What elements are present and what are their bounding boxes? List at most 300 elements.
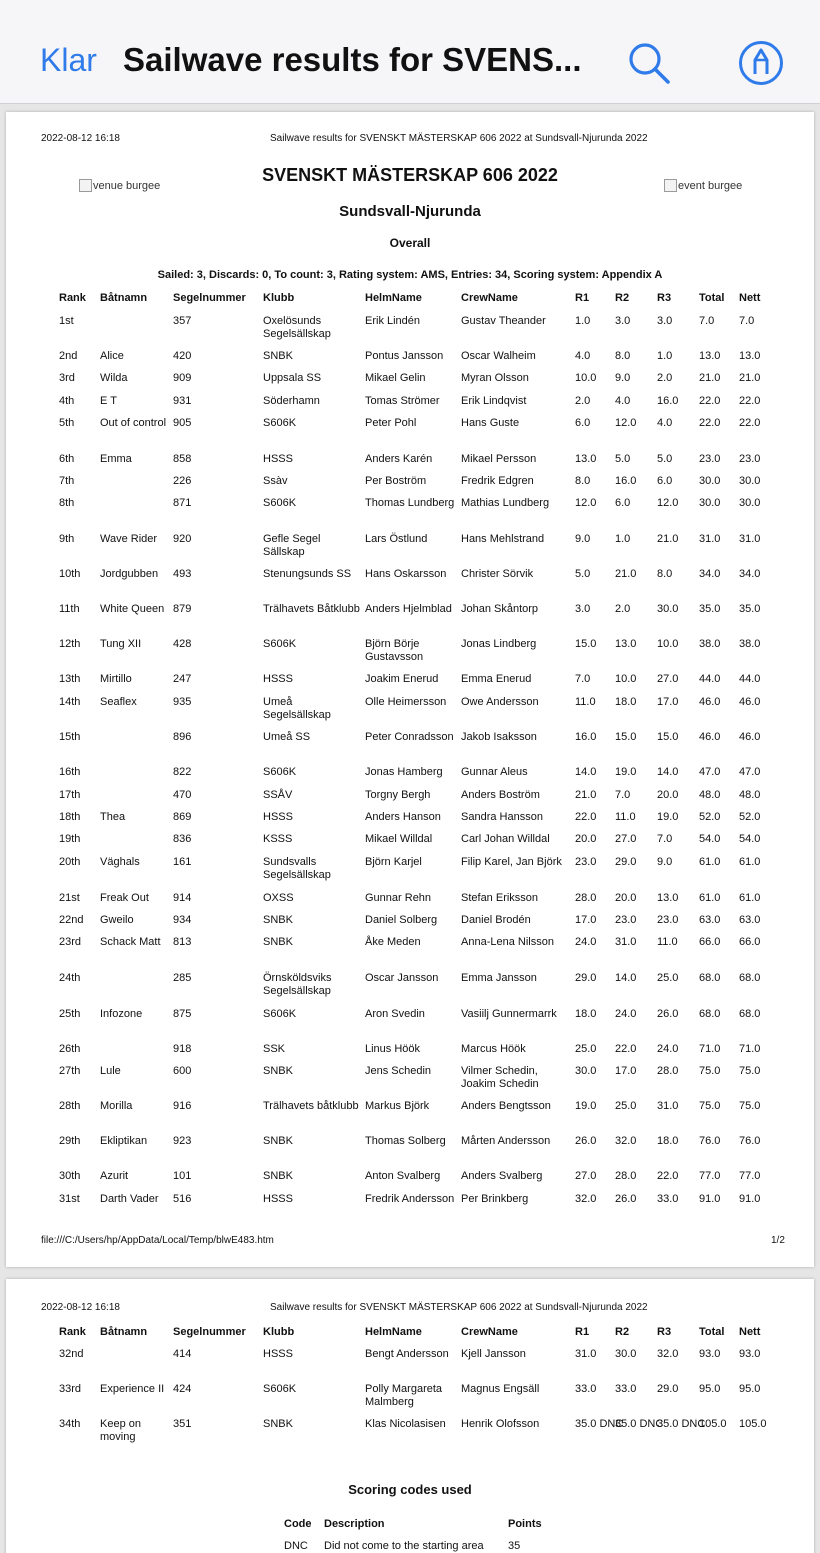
cell-total: 75.0: [699, 1065, 721, 1077]
cell-sail: 896: [173, 731, 192, 743]
cell-sail: 918: [173, 1043, 192, 1055]
cell-nett: 23.0: [739, 453, 761, 465]
cell-sail: 920: [173, 533, 192, 545]
cell-r3: 15.0: [657, 731, 679, 743]
cell-crew: Johan Skåntorp: [461, 603, 539, 615]
cell-rank: 2nd: [59, 350, 78, 362]
cell-crew: Anders Bengtsson: [461, 1100, 551, 1112]
cell-r3: 31.0: [657, 1100, 679, 1112]
cell-crew: Jonas Lindberg: [461, 638, 537, 650]
cell-r1: 14.0: [575, 766, 597, 778]
cell-r3: 20.0: [657, 789, 679, 801]
cell-rank: 22nd: [59, 914, 84, 926]
col-helm: HelmName: [365, 292, 422, 304]
cell-helm: Thomas Lundberg: [365, 497, 455, 509]
cell-crew: Mathias Lundberg: [461, 497, 550, 509]
cell-helm: Bengt Andersson: [365, 1348, 449, 1360]
cell-r3: 17.0: [657, 696, 679, 708]
cell-nett: 75.0: [739, 1100, 761, 1112]
cell-crew: Mikael Persson: [461, 453, 537, 465]
cell-club: SNBK: [263, 1065, 293, 1077]
cell-r3: 21.0: [657, 533, 679, 545]
cell-total: 21.0: [699, 372, 721, 384]
cell-total: 66.0: [699, 936, 721, 948]
cell-boat: Ekliptikan: [100, 1135, 148, 1147]
cell-r2: 27.0: [615, 833, 637, 845]
cell-total: 105.0: [699, 1418, 727, 1430]
cell-r2: 2.0: [615, 603, 631, 615]
cell-crew: Emma Enerud: [461, 673, 532, 685]
col-sail: Segelnummer: [173, 292, 246, 304]
cell-r1: 30.0: [575, 1065, 597, 1077]
cell-r1: 15.0: [575, 638, 597, 650]
cell-r3: 6.0: [657, 475, 673, 487]
cell-boat: Thea: [100, 811, 126, 823]
cell-r3: 14.0: [657, 766, 679, 778]
cell-r3: 9.0: [657, 856, 673, 868]
cell-club: Örnsköldsviks Segelsällskap: [263, 972, 332, 997]
cell-r1: 27.0: [575, 1170, 597, 1182]
col-total: Total: [699, 1326, 725, 1338]
cell-total: 22.0: [699, 417, 721, 429]
done-button[interactable]: Klar: [40, 42, 97, 78]
cell-nett: 68.0: [739, 972, 761, 984]
cell-total: 75.0: [699, 1100, 721, 1112]
cell-r2: 33.0: [615, 1383, 637, 1395]
cell-club: SSK: [263, 1043, 286, 1055]
cell-r2: 13.0: [615, 638, 637, 650]
cell-total: 76.0: [699, 1135, 721, 1147]
cell-total: 30.0: [699, 497, 721, 509]
cell-club: HSSS: [263, 1193, 293, 1205]
cell-nett: 38.0: [739, 638, 761, 650]
cell-helm: Peter Pohl: [365, 417, 417, 429]
cell-r3: 33.0: [657, 1193, 679, 1205]
cell-sail: 934: [173, 914, 192, 926]
cell-r3: 10.0: [657, 638, 679, 650]
cell-rank: 3rd: [59, 372, 75, 384]
cell-r1: 8.0: [575, 475, 591, 487]
cell-r1: 19.0: [575, 1100, 597, 1112]
cell-r2: 9.0: [615, 372, 631, 384]
cell-total: 93.0: [699, 1348, 721, 1360]
cell-helm: Klas Nicolasisen: [365, 1418, 446, 1430]
cell-nett: 46.0: [739, 731, 761, 743]
cell-rank: 11th: [59, 603, 80, 615]
cell-total: 95.0: [699, 1383, 721, 1395]
cell-club: SNBK: [263, 936, 293, 948]
cell-club: HSSS: [263, 453, 293, 465]
cell-rank: 12th: [59, 638, 81, 650]
cell-helm: Tomas Strömer: [365, 395, 440, 407]
cell-sail: 351: [173, 1418, 192, 1430]
cell-sail: 226: [173, 475, 192, 487]
cell-sail: 935: [173, 696, 192, 708]
cell-crew: Vasiilj Gunnermarrk: [461, 1008, 557, 1020]
cell-helm: Anton Svalberg: [365, 1170, 441, 1182]
cell-boat: Azurit: [100, 1170, 129, 1182]
cell-sail: 923: [173, 1135, 192, 1147]
cell-club: SNBK: [263, 1135, 293, 1147]
cell-r1: 20.0: [575, 833, 597, 845]
cell-total: 52.0: [699, 811, 721, 823]
cell-boat: Schack Matt: [100, 936, 161, 948]
cell-r2: 12.0: [615, 417, 637, 429]
viewer-toolbar: [0, 0, 820, 104]
cell-r3: 11.0: [657, 936, 678, 948]
cell-total: 31.0: [699, 533, 721, 545]
col-crew: CrewName: [461, 292, 518, 304]
code-col-code: Code: [284, 1518, 312, 1530]
cell-sail: 285: [173, 972, 192, 984]
cell-nett: 7.0: [739, 315, 755, 327]
cell-r1: 21.0: [575, 789, 597, 801]
code-value: DNC: [284, 1540, 308, 1552]
cell-r3: 22.0: [657, 1170, 679, 1182]
cell-r1: 24.0: [575, 936, 597, 948]
cell-rank: 6th: [59, 453, 75, 465]
cell-r1: 16.0: [575, 731, 597, 743]
cell-rank: 26th: [59, 1043, 81, 1055]
cell-rank: 7th: [59, 475, 75, 487]
cell-nett: 30.0: [739, 475, 761, 487]
scoring-codes-title: Scoring codes used: [348, 1482, 472, 1497]
cell-boat: Mirtillo: [100, 673, 132, 685]
event-title: SVENSKT MÄSTERSKAP 606 2022: [262, 165, 558, 185]
cell-club: Gefle Segel Sällskap: [263, 533, 321, 558]
cell-rank: 24th: [59, 972, 81, 984]
cell-total: 48.0: [699, 789, 721, 801]
cell-boat: Seaflex: [100, 696, 137, 708]
cell-helm: Aron Svedin: [365, 1008, 425, 1020]
results-table-header: [6, 1326, 814, 1342]
cell-boat: Freak Out: [100, 892, 149, 904]
cell-r2: 22.0: [615, 1043, 637, 1055]
cell-r2: 1.0: [615, 533, 631, 545]
cell-r1: 18.0: [575, 1008, 597, 1020]
cell-sail: 871: [173, 497, 192, 509]
cell-nett: 95.0: [739, 1383, 761, 1395]
cell-nett: 31.0: [739, 533, 761, 545]
cell-club: Trälhavets Båtklubb: [263, 603, 360, 615]
cell-boat: White Queen: [100, 603, 165, 615]
cell-club: SNBK: [263, 1418, 293, 1430]
cell-r2: 23.0: [615, 914, 637, 926]
cell-total: 71.0: [699, 1043, 721, 1055]
col-r2: R2: [615, 292, 630, 304]
cell-helm: Daniel Solberg: [365, 914, 438, 926]
cell-sail: 420: [173, 350, 192, 362]
cell-sail: 822: [173, 766, 192, 778]
cell-boat: Keep on moving: [100, 1418, 141, 1443]
col-r1: R1: [575, 1326, 590, 1338]
cell-boat: Jordgubben: [100, 568, 159, 580]
cell-helm: Gunnar Rehn: [365, 892, 432, 904]
cell-r3: 2.0: [657, 372, 673, 384]
cell-r1: 4.0: [575, 350, 591, 362]
cell-crew: Owe Andersson: [461, 696, 539, 708]
cell-crew: Sandra Hansson: [461, 811, 543, 823]
cell-club: HSSS: [263, 673, 293, 685]
cell-club: OXSS: [263, 892, 294, 904]
cell-rank: 27th: [59, 1065, 81, 1077]
series-title: Overall: [389, 236, 431, 250]
cell-sail: 428: [173, 638, 192, 650]
cell-nett: 66.0: [739, 936, 761, 948]
cell-r3: 30.0: [657, 603, 679, 615]
cell-crew: Myran Olsson: [461, 372, 529, 384]
cell-club: Uppsala SS: [263, 372, 322, 384]
cell-club: S606K: [263, 638, 297, 650]
code-points: 35: [508, 1540, 521, 1552]
cell-helm: Linus Höök: [365, 1043, 421, 1055]
cell-rank: 5th: [59, 417, 75, 429]
code-col-description: Description: [324, 1518, 385, 1530]
cell-rank: 34th: [59, 1418, 81, 1430]
col-r3: R3: [657, 292, 672, 304]
cell-helm: Peter Conradsson: [365, 731, 454, 743]
cell-r2: 6.0: [615, 497, 631, 509]
cell-r1: 9.0: [575, 533, 591, 545]
cell-helm: Björn Karjel: [365, 856, 422, 868]
cell-sail: 909: [173, 372, 192, 384]
cell-rank: 8th: [59, 497, 75, 509]
cell-rank: 33rd: [59, 1383, 82, 1395]
cell-crew: Hans Mehlstrand: [461, 533, 545, 545]
col-boat: Båtnamn: [100, 292, 148, 304]
cell-boat: Morilla: [100, 1100, 133, 1112]
cell-boat: Infozone: [100, 1008, 143, 1020]
cell-r3: 12.0: [657, 497, 679, 509]
cell-helm: Jonas Hamberg: [365, 766, 443, 778]
cell-nett: 21.0: [739, 372, 761, 384]
cell-r1: 17.0: [575, 914, 597, 926]
print-date: 2022-08-12 16:18: [41, 1302, 120, 1313]
cell-club: SSÅV: [263, 789, 293, 801]
cell-r1: 26.0: [575, 1135, 597, 1147]
cell-helm: Thomas Solberg: [365, 1135, 446, 1147]
cell-club: HSSS: [263, 811, 293, 823]
cell-crew: Vilmer Schedin, Joakim Schedin: [461, 1065, 539, 1090]
cell-total: 77.0: [699, 1170, 721, 1182]
print-footer-page-number: 1/2: [771, 1235, 785, 1246]
cell-sail: 247: [173, 673, 192, 685]
cell-sail: 916: [173, 1100, 192, 1112]
cell-club: Söderhamn: [263, 395, 320, 407]
cell-r1: 11.0: [575, 696, 596, 708]
cell-sail: 516: [173, 1193, 192, 1205]
cell-crew: Anna-Lena Nilsson: [461, 936, 554, 948]
cell-total: 68.0: [699, 972, 721, 984]
cell-r3: 3.0: [657, 315, 673, 327]
cell-nett: 46.0: [739, 696, 761, 708]
cell-sail: 858: [173, 453, 192, 465]
cell-nett: 44.0: [739, 673, 761, 685]
cell-r2: 19.0: [615, 766, 637, 778]
cell-r2: 15.0: [615, 731, 637, 743]
cell-helm: Olle Heimersson: [365, 696, 447, 708]
cell-club: Trälhavets båtklubb: [263, 1100, 359, 1112]
cell-crew: Henrik Olofsson: [461, 1418, 540, 1430]
cell-nett: 77.0: [739, 1170, 761, 1182]
cell-r1: 7.0: [575, 673, 591, 685]
cell-r1: 25.0: [575, 1043, 597, 1055]
cell-r2: 31.0: [615, 936, 637, 948]
cell-r3: 27.0: [657, 673, 679, 685]
cell-r2: 32.0: [615, 1135, 637, 1147]
event-burgee-alt: event burgee: [678, 179, 743, 192]
cell-boat: Wave Rider: [100, 533, 158, 545]
search-icon[interactable]: [626, 40, 672, 86]
cell-r2: 16.0: [615, 475, 637, 487]
cell-helm: Erik Lindén: [365, 315, 421, 327]
cell-boat: Väghals: [100, 856, 140, 868]
cell-nett: 105.0: [739, 1418, 767, 1430]
cell-nett: 22.0: [739, 395, 761, 407]
col-r2: R2: [615, 1326, 630, 1338]
code-description: Did not come to the starting area: [324, 1540, 484, 1552]
cell-r2: 10.0: [615, 673, 637, 685]
cell-r3: 8.0: [657, 568, 673, 580]
cell-rank: 30th: [59, 1170, 81, 1182]
cell-sail: 813: [173, 936, 192, 948]
cell-nett: 54.0: [739, 833, 761, 845]
cell-boat: Alice: [100, 350, 124, 362]
markup-pen-icon[interactable]: [738, 40, 784, 86]
col-boat: Båtnamn: [100, 1326, 148, 1338]
cell-total: 46.0: [699, 731, 721, 743]
cell-rank: 31st: [59, 1193, 80, 1205]
cell-club: SNBK: [263, 350, 293, 362]
cell-crew: Anders Boström: [461, 789, 540, 801]
cell-nett: 61.0: [739, 892, 761, 904]
cell-crew: Per Brinkberg: [461, 1193, 529, 1205]
cell-club: KSSS: [263, 833, 293, 845]
col-r3: R3: [657, 1326, 672, 1338]
cell-rank: 15th: [59, 731, 81, 743]
cell-boat: Darth Vader: [100, 1193, 159, 1205]
cell-crew: Fredrik Edgren: [461, 475, 534, 487]
cell-crew: Anders Svalberg: [461, 1170, 543, 1182]
cell-boat: Tung XII: [100, 638, 142, 650]
cell-total: 38.0: [699, 638, 721, 650]
cell-total: 91.0: [699, 1193, 721, 1205]
cell-total: 23.0: [699, 453, 721, 465]
print-header-title: Sailwave results for SVENSKT MÄSTERSKAP 606 2022 at Sundsvall-Njurunda 2022: [270, 1302, 648, 1313]
cell-boat: Lule: [100, 1065, 121, 1077]
cell-crew: Emma Jansson: [461, 972, 537, 984]
cell-club: SNBK: [263, 1170, 293, 1182]
cell-rank: 16th: [59, 766, 81, 778]
cell-r3: 7.0: [657, 833, 673, 845]
cell-rank: 28th: [59, 1100, 81, 1112]
cell-total: 13.0: [699, 350, 721, 362]
cell-crew: Erik Lindqvist: [461, 395, 527, 407]
cell-r3: 23.0: [657, 914, 679, 926]
venue-title: Sundsvall-Njurunda: [339, 203, 481, 220]
cell-r1: 1.0: [575, 315, 591, 327]
cell-r3: 1.0: [657, 350, 673, 362]
cell-r3: 25.0: [657, 972, 679, 984]
cell-r1: 29.0: [575, 972, 597, 984]
cell-r3: 32.0: [657, 1348, 679, 1360]
cell-r3: 19.0: [657, 811, 679, 823]
cell-club: S606K: [263, 497, 297, 509]
venue-burgee-alt: venue burgee: [93, 179, 161, 192]
cell-nett: 76.0: [739, 1135, 761, 1147]
cell-helm: Jens Schedin: [365, 1065, 432, 1077]
cell-helm: Mikael Gelin: [365, 372, 426, 384]
cell-nett: 13.0: [739, 350, 761, 362]
cell-r1: 10.0: [575, 372, 597, 384]
cell-r1: 23.0: [575, 856, 597, 868]
cell-crew: Gunnar Aleus: [461, 766, 528, 778]
cell-r2: 3.0: [615, 315, 631, 327]
cell-rank: 13th: [59, 673, 81, 685]
cell-r3: 35.0 DNC: [657, 1418, 706, 1430]
cell-r2: 8.0: [615, 350, 631, 362]
cell-total: 61.0: [699, 892, 721, 904]
cell-rank: 4th: [59, 395, 75, 407]
cell-total: 47.0: [699, 766, 721, 778]
cell-r2: 14.0: [615, 972, 637, 984]
col-club: Klubb: [263, 1326, 295, 1338]
cell-r3: 13.0: [657, 892, 679, 904]
cell-rank: 1st: [59, 315, 74, 327]
cell-total: 61.0: [699, 856, 721, 868]
cell-sail: 869: [173, 811, 192, 823]
cell-r2: 26.0: [615, 1193, 637, 1205]
cell-r3: 4.0: [657, 417, 673, 429]
cell-nett: 91.0: [739, 1193, 761, 1205]
cell-r2: 24.0: [615, 1008, 637, 1020]
cell-nett: 35.0: [739, 603, 761, 615]
col-nett: Nett: [739, 1326, 761, 1338]
cell-club: SNBK: [263, 914, 293, 926]
cell-r2: 20.0: [615, 892, 637, 904]
cell-sail: 161: [173, 856, 192, 868]
cell-r3: 29.0: [657, 1383, 679, 1395]
cell-sail: 875: [173, 1008, 192, 1020]
cell-r1: 12.0: [575, 497, 597, 509]
cell-club: S606K: [263, 766, 297, 778]
print-date: 2022-08-12 16:18: [41, 133, 120, 144]
cell-r1: 31.0: [575, 1348, 597, 1360]
cell-crew: Filip Karel, Jan Björk: [461, 856, 562, 868]
cell-nett: 68.0: [739, 1008, 761, 1020]
cell-sail: 493: [173, 568, 192, 580]
cell-helm: Pontus Jansson: [365, 350, 444, 362]
cell-crew: Marcus Höök: [461, 1043, 526, 1055]
cell-r2: 21.0: [615, 568, 637, 580]
col-rank: Rank: [59, 292, 86, 304]
col-crew: CrewName: [461, 1326, 518, 1338]
cell-club: HSSS: [263, 1348, 293, 1360]
col-total: Total: [699, 292, 725, 304]
col-nett: Nett: [739, 292, 761, 304]
cell-helm: Lars Östlund: [365, 533, 428, 545]
cell-club: Ssàv: [263, 475, 288, 487]
cell-rank: 23rd: [59, 936, 82, 948]
cell-r2: 35.0 DNC: [615, 1418, 664, 1430]
cell-rank: 20th: [59, 856, 81, 868]
cell-r3: 5.0: [657, 453, 673, 465]
cell-r1: 6.0: [575, 417, 591, 429]
cell-rank: 9th: [59, 533, 75, 545]
document-page-2: [6, 1279, 814, 1553]
cell-boat: Experience II: [100, 1383, 165, 1395]
cell-nett: 30.0: [739, 497, 761, 509]
